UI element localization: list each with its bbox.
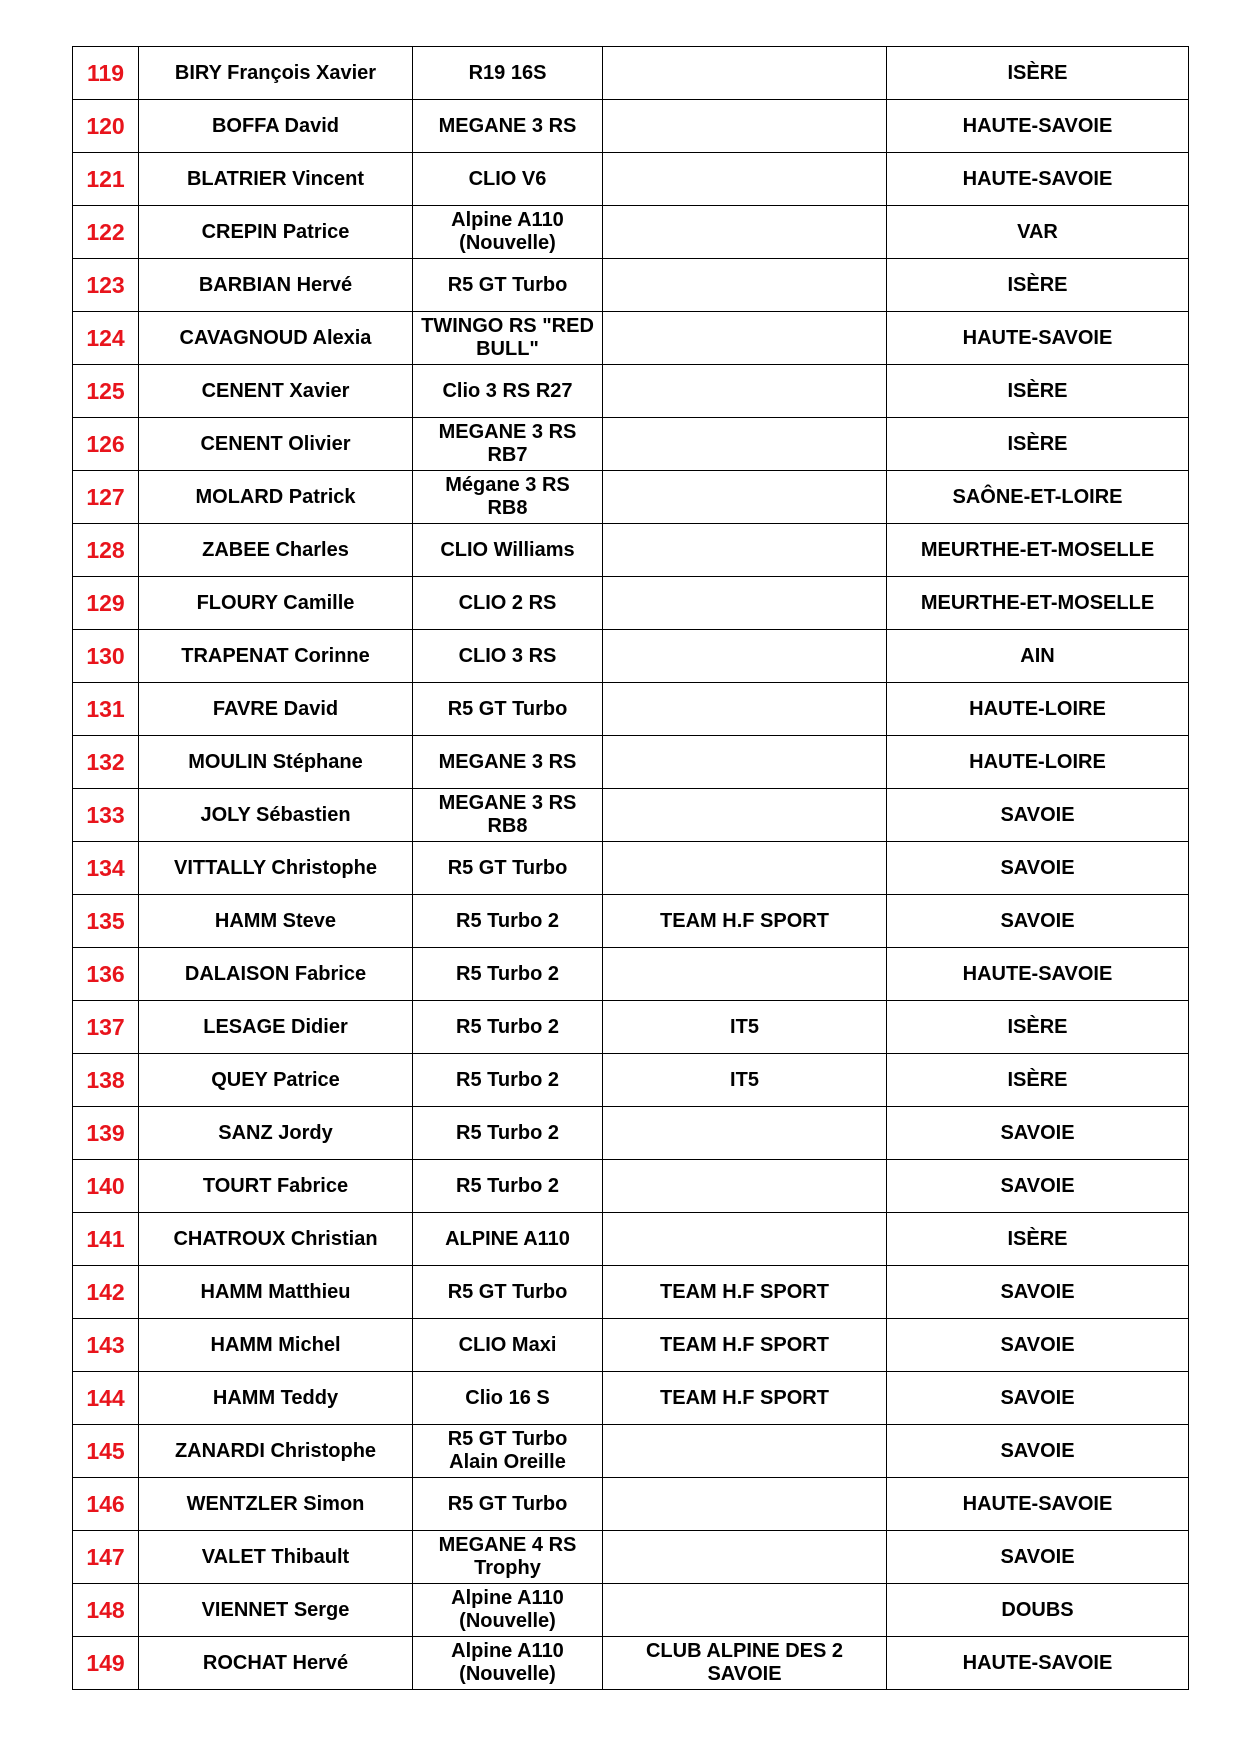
entry-number: 147 (73, 1531, 139, 1584)
entry-number: 134 (73, 842, 139, 895)
car-model: R5 Turbo 2 (413, 1160, 603, 1213)
driver-name: ROCHAT Hervé (139, 1637, 413, 1690)
driver-name: LESAGE Didier (139, 1001, 413, 1054)
table-row (73, 1107, 1189, 1160)
driver-name: TOURT Fabrice (139, 1160, 413, 1213)
team-name (603, 471, 887, 524)
team-name (603, 418, 887, 471)
entry-number: 148 (73, 1584, 139, 1637)
region-name: HAUTE-LOIRE (887, 683, 1189, 736)
region-name: HAUTE-LOIRE (887, 736, 1189, 789)
car-model: MEGANE 3 RS RB7 (413, 418, 603, 471)
region-name: VAR (887, 206, 1189, 259)
region-name: SAVOIE (887, 895, 1189, 948)
entry-list-table (72, 46, 1189, 1690)
car-model: R5 GT Turbo Alain Oreille (413, 1425, 603, 1478)
team-name (603, 1160, 887, 1213)
car-model: CLIO 3 RS (413, 630, 603, 683)
region-name: SAVOIE (887, 1425, 1189, 1478)
car-model: MEGANE 3 RS (413, 736, 603, 789)
region-name: SAVOIE (887, 842, 1189, 895)
table-row (73, 1531, 1189, 1584)
region-name: ISÈRE (887, 418, 1189, 471)
car-model: R5 Turbo 2 (413, 1107, 603, 1160)
car-model: Alpine A110 (Nouvelle) (413, 1637, 603, 1690)
driver-name: JOLY Sébastien (139, 789, 413, 842)
car-model: Clio 16 S (413, 1372, 603, 1425)
table-row (73, 1213, 1189, 1266)
entry-number: 132 (73, 736, 139, 789)
car-model: R5 GT Turbo (413, 259, 603, 312)
team-name (603, 842, 887, 895)
table-row (73, 1319, 1189, 1372)
car-model: R5 Turbo 2 (413, 948, 603, 1001)
car-model: Alpine A110 (Nouvelle) (413, 206, 603, 259)
driver-name: HAMM Michel (139, 1319, 413, 1372)
region-name: HAUTE-SAVOIE (887, 100, 1189, 153)
team-name (603, 1478, 887, 1531)
driver-name: TRAPENAT Corinne (139, 630, 413, 683)
team-name (603, 1531, 887, 1584)
table-row (73, 259, 1189, 312)
entry-number: 141 (73, 1213, 139, 1266)
team-name (603, 259, 887, 312)
table-row (73, 577, 1189, 630)
car-model: MEGANE 3 RS RB8 (413, 789, 603, 842)
car-model: Clio 3 RS R27 (413, 365, 603, 418)
entry-number: 142 (73, 1266, 139, 1319)
entry-number: 138 (73, 1054, 139, 1107)
table-row (73, 895, 1189, 948)
driver-name: VITTALLY Christophe (139, 842, 413, 895)
table-row (73, 683, 1189, 736)
entry-number: 120 (73, 100, 139, 153)
car-model: R5 Turbo 2 (413, 1054, 603, 1107)
table-row (73, 630, 1189, 683)
entry-number: 123 (73, 259, 139, 312)
table-row (73, 789, 1189, 842)
team-name: TEAM H.F SPORT (603, 895, 887, 948)
region-name: SAÔNE-ET-LOIRE (887, 471, 1189, 524)
driver-name: SANZ Jordy (139, 1107, 413, 1160)
table-row (73, 47, 1189, 100)
entry-number: 133 (73, 789, 139, 842)
region-name: ISÈRE (887, 1001, 1189, 1054)
region-name: SAVOIE (887, 1160, 1189, 1213)
entry-number: 121 (73, 153, 139, 206)
entry-number: 130 (73, 630, 139, 683)
table-row (73, 100, 1189, 153)
region-name: ISÈRE (887, 1054, 1189, 1107)
driver-name: ZANARDI Christophe (139, 1425, 413, 1478)
car-model: ALPINE A110 (413, 1213, 603, 1266)
car-model: R5 Turbo 2 (413, 895, 603, 948)
driver-name: CHATROUX Christian (139, 1213, 413, 1266)
driver-name: BIRY François Xavier (139, 47, 413, 100)
driver-name: BLATRIER Vincent (139, 153, 413, 206)
region-name: SAVOIE (887, 1319, 1189, 1372)
car-model: Alpine A110 (Nouvelle) (413, 1584, 603, 1637)
table-row (73, 365, 1189, 418)
entry-number: 143 (73, 1319, 139, 1372)
driver-name: FAVRE David (139, 683, 413, 736)
team-name (603, 153, 887, 206)
driver-name: HAMM Teddy (139, 1372, 413, 1425)
car-model: MEGANE 4 RS Trophy (413, 1531, 603, 1584)
team-name: IT5 (603, 1001, 887, 1054)
region-name: ISÈRE (887, 47, 1189, 100)
region-name: SAVOIE (887, 1372, 1189, 1425)
team-name (603, 1107, 887, 1160)
driver-name: FLOURY Camille (139, 577, 413, 630)
car-model: R5 GT Turbo (413, 1266, 603, 1319)
team-name (603, 1584, 887, 1637)
region-name: ISÈRE (887, 365, 1189, 418)
region-name: HAUTE-SAVOIE (887, 1637, 1189, 1690)
driver-name: MOLARD Patrick (139, 471, 413, 524)
table-row (73, 153, 1189, 206)
entry-number: 135 (73, 895, 139, 948)
region-name: HAUTE-SAVOIE (887, 153, 1189, 206)
team-name (603, 1213, 887, 1266)
team-name (603, 1425, 887, 1478)
driver-name: ZABEE Charles (139, 524, 413, 577)
entry-number: 127 (73, 471, 139, 524)
driver-name: CAVAGNOUD Alexia (139, 312, 413, 365)
entry-number: 125 (73, 365, 139, 418)
table-row (73, 842, 1189, 895)
team-name (603, 577, 887, 630)
team-name (603, 683, 887, 736)
team-name (603, 736, 887, 789)
entry-number: 140 (73, 1160, 139, 1213)
table-row (73, 524, 1189, 577)
entry-number: 124 (73, 312, 139, 365)
car-model: R5 GT Turbo (413, 1478, 603, 1531)
team-name: CLUB ALPINE DES 2 SAVOIE (603, 1637, 887, 1690)
car-model: Mégane 3 RS RB8 (413, 471, 603, 524)
region-name: HAUTE-SAVOIE (887, 312, 1189, 365)
entry-number: 145 (73, 1425, 139, 1478)
team-name (603, 312, 887, 365)
entry-list-body (73, 47, 1189, 1690)
car-model: TWINGO RS "RED BULL" (413, 312, 603, 365)
driver-name: CENENT Olivier (139, 418, 413, 471)
region-name: HAUTE-SAVOIE (887, 948, 1189, 1001)
driver-name: QUEY Patrice (139, 1054, 413, 1107)
car-model: R5 GT Turbo (413, 683, 603, 736)
driver-name: BOFFA David (139, 100, 413, 153)
car-model: CLIO V6 (413, 153, 603, 206)
table-row (73, 312, 1189, 365)
table-row (73, 471, 1189, 524)
table-row (73, 418, 1189, 471)
region-name: ISÈRE (887, 1213, 1189, 1266)
entry-number: 149 (73, 1637, 139, 1690)
car-model: R5 Turbo 2 (413, 1001, 603, 1054)
car-model: CLIO 2 RS (413, 577, 603, 630)
table-row (73, 1425, 1189, 1478)
team-name: TEAM H.F SPORT (603, 1372, 887, 1425)
entry-number: 137 (73, 1001, 139, 1054)
table-row (73, 1160, 1189, 1213)
region-name: HAUTE-SAVOIE (887, 1478, 1189, 1531)
driver-name: VALET Thibault (139, 1531, 413, 1584)
driver-name: VIENNET Serge (139, 1584, 413, 1637)
table-row (73, 1637, 1189, 1690)
table-row (73, 1584, 1189, 1637)
car-model: R5 GT Turbo (413, 842, 603, 895)
car-model: CLIO Maxi (413, 1319, 603, 1372)
entry-number: 128 (73, 524, 139, 577)
team-name (603, 524, 887, 577)
driver-name: BARBIAN Hervé (139, 259, 413, 312)
team-name: TEAM H.F SPORT (603, 1319, 887, 1372)
team-name (603, 206, 887, 259)
entry-number: 119 (73, 47, 139, 100)
entry-number: 139 (73, 1107, 139, 1160)
table-row (73, 206, 1189, 259)
region-name: MEURTHE-ET-MOSELLE (887, 577, 1189, 630)
region-name: SAVOIE (887, 1531, 1189, 1584)
team-name (603, 948, 887, 1001)
driver-name: WENTZLER Simon (139, 1478, 413, 1531)
entry-number: 126 (73, 418, 139, 471)
driver-name: MOULIN Stéphane (139, 736, 413, 789)
team-name: TEAM H.F SPORT (603, 1266, 887, 1319)
entry-number: 136 (73, 948, 139, 1001)
region-name: ISÈRE (887, 259, 1189, 312)
entry-number: 122 (73, 206, 139, 259)
driver-name: CENENT Xavier (139, 365, 413, 418)
car-model: R19 16S (413, 47, 603, 100)
team-name (603, 630, 887, 683)
entry-number: 131 (73, 683, 139, 736)
driver-name: DALAISON Fabrice (139, 948, 413, 1001)
region-name: DOUBS (887, 1584, 1189, 1637)
driver-name: HAMM Matthieu (139, 1266, 413, 1319)
table-row (73, 1478, 1189, 1531)
team-name (603, 47, 887, 100)
driver-name: CREPIN Patrice (139, 206, 413, 259)
entry-number: 146 (73, 1478, 139, 1531)
driver-name: HAMM Steve (139, 895, 413, 948)
region-name: AIN (887, 630, 1189, 683)
team-name (603, 789, 887, 842)
car-model: CLIO Williams (413, 524, 603, 577)
table-row (73, 736, 1189, 789)
entry-number: 129 (73, 577, 139, 630)
team-name (603, 365, 887, 418)
region-name: MEURTHE-ET-MOSELLE (887, 524, 1189, 577)
table-row (73, 948, 1189, 1001)
car-model: MEGANE 3 RS (413, 100, 603, 153)
team-name: IT5 (603, 1054, 887, 1107)
region-name: SAVOIE (887, 1107, 1189, 1160)
table-row (73, 1266, 1189, 1319)
table-row (73, 1001, 1189, 1054)
entry-number: 144 (73, 1372, 139, 1425)
team-name (603, 100, 887, 153)
region-name: SAVOIE (887, 1266, 1189, 1319)
table-row (73, 1054, 1189, 1107)
region-name: SAVOIE (887, 789, 1189, 842)
table-row (73, 1372, 1189, 1425)
